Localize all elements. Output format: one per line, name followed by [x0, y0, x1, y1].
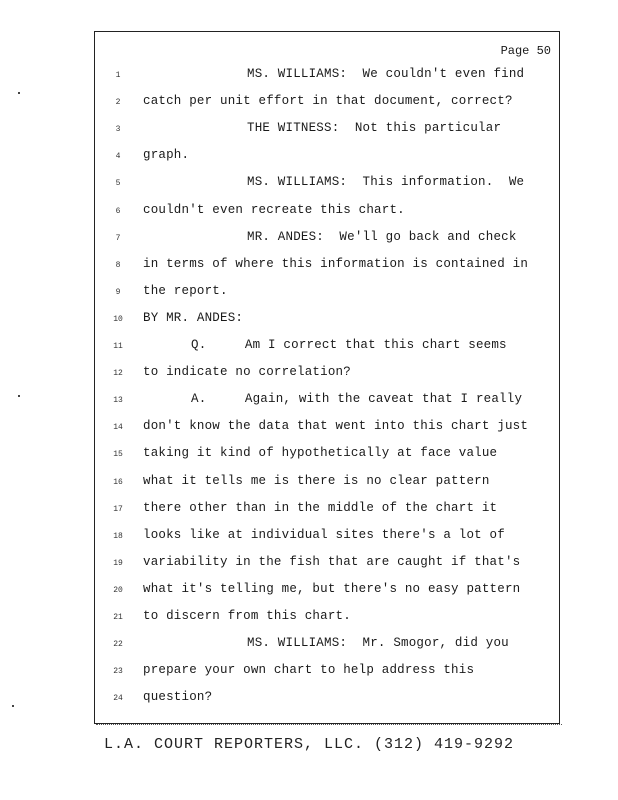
line-number: 15 [113, 450, 123, 460]
line-number: 5 [115, 179, 121, 189]
transcript-line [95, 203, 559, 230]
line-number: 17 [113, 504, 123, 514]
transcript-line [95, 121, 559, 148]
line-text: taking it kind of hypothetically at face value [143, 446, 498, 461]
line-number: 8 [115, 260, 121, 270]
line-text: couldn't even recreate this chart. [143, 202, 405, 217]
line-number: 18 [113, 531, 123, 541]
transcript-line [95, 474, 559, 501]
transcript-line [95, 528, 559, 555]
transcript-line [95, 419, 559, 446]
line-text: looks like at individual sites there's a lot of [143, 527, 505, 542]
line-text: variability in the fish that are caught if that's [143, 554, 521, 569]
line-text: the report. [143, 283, 228, 298]
transcript-line [95, 609, 559, 636]
scan-mark [12, 705, 14, 707]
transcript-line [95, 175, 559, 202]
line-text: graph. [143, 148, 190, 163]
line-number: 10 [113, 314, 123, 324]
scan-mark [18, 92, 20, 94]
transcript-line [95, 94, 559, 121]
transcript-line [95, 230, 559, 257]
transcript-line [95, 257, 559, 284]
line-text: catch per unit effort in that document, correct? [143, 94, 513, 109]
line-number: 11 [113, 342, 123, 351]
transcript-line [95, 148, 559, 175]
line-number: 2 [115, 98, 121, 108]
line-text: prepare your own chart to help address this [143, 663, 475, 678]
transcript-line [95, 311, 559, 338]
line-number: 12 [113, 369, 123, 379]
line-number: 20 [113, 585, 123, 595]
line-number: 13 [113, 396, 123, 406]
line-number: 9 [115, 287, 121, 297]
transcript-page [94, 31, 560, 724]
line-text: Q. Am I correct that this chart seems [191, 338, 507, 352]
line-number: 22 [113, 640, 123, 650]
line-number: 7 [115, 233, 121, 243]
line-text: THE WITNESS: Not this particular [247, 121, 502, 136]
line-number: 6 [115, 206, 121, 216]
transcript-line [95, 582, 559, 609]
line-number: 3 [115, 125, 121, 135]
line-text: MS. WILLIAMS: This information. We [247, 175, 525, 190]
transcript-line [95, 446, 559, 473]
line-text: MS. WILLIAMS: We couldn't even find [247, 67, 525, 81]
transcript-line [95, 338, 559, 365]
line-text: what it tells me is there is no clear pattern [143, 473, 490, 488]
scan-mark [18, 395, 20, 397]
transcript-line [95, 690, 559, 717]
line-number: 4 [115, 152, 121, 162]
line-number: 16 [113, 477, 123, 487]
line-number: 24 [113, 694, 123, 704]
line-text: what it's telling me, but there's no easy pattern [143, 581, 521, 596]
line-text: MS. WILLIAMS: Mr. Smogor, did you [247, 636, 509, 651]
transcript-line [95, 67, 559, 94]
footer-reporter: L.A. COURT REPORTERS, LLC. (312) 419-9292 [103, 736, 515, 753]
transcript-line [95, 501, 559, 528]
line-text: to indicate no correlation? [143, 365, 351, 380]
transcript-line [95, 636, 559, 663]
line-text: BY MR. ANDES: [143, 310, 244, 325]
transcript-line [95, 663, 559, 690]
page-edge [96, 724, 562, 728]
line-text: A. Again, with the caveat that I really [191, 392, 523, 407]
line-number: 23 [113, 667, 123, 677]
line-text: there other than in the middle of the chart it [143, 500, 498, 515]
transcript-line [95, 555, 559, 582]
line-text: in terms of where this information is contained in [143, 256, 529, 271]
line-number: 14 [113, 423, 123, 433]
line-text: question? [143, 690, 213, 705]
transcript-line [95, 284, 559, 311]
line-number: 1 [115, 71, 121, 80]
page-number: Page 50 [500, 44, 551, 58]
transcript-lines [95, 32, 559, 723]
transcript-line [95, 365, 559, 392]
line-text: MR. ANDES: We'll go back and check [247, 229, 517, 244]
line-text: don't know the data that went into this chart just [143, 419, 529, 434]
line-text: to discern from this chart. [143, 609, 351, 623]
line-number: 21 [113, 613, 123, 622]
line-number: 19 [113, 558, 123, 568]
transcript-line [95, 392, 559, 419]
